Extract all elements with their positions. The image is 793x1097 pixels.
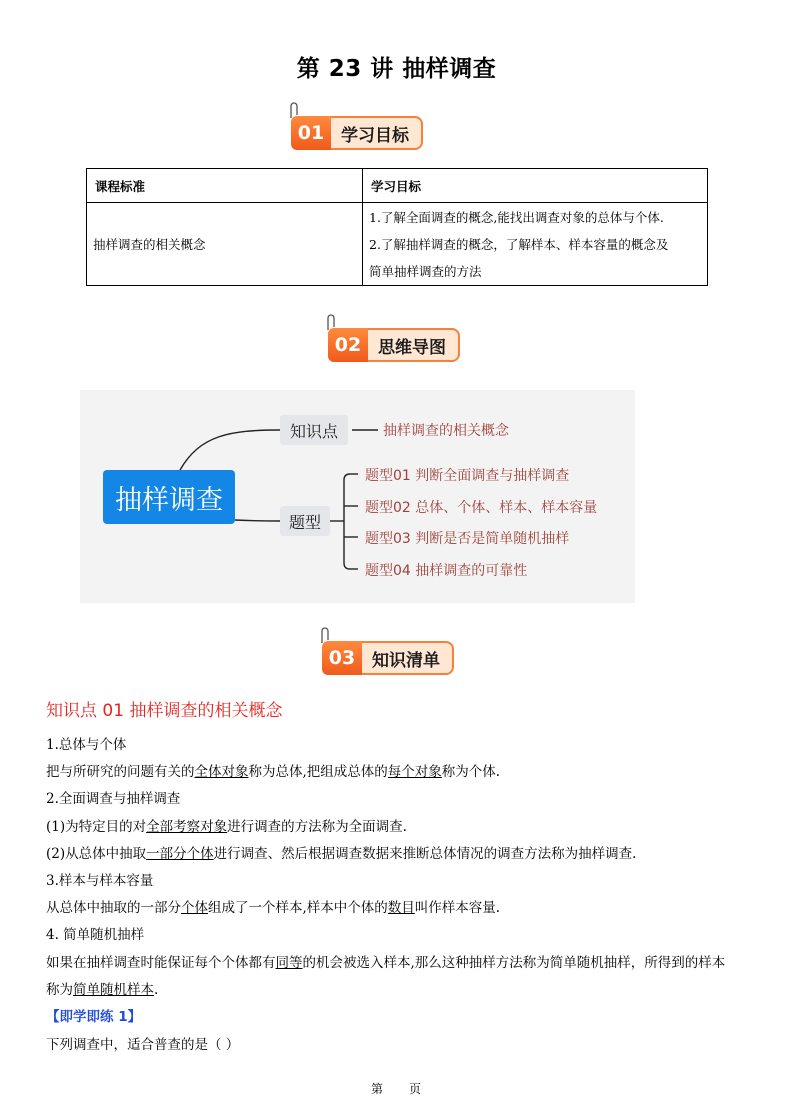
paragraph: 称为简单随机样本. (46, 982, 159, 998)
badge-number: 02 (328, 328, 368, 362)
table-header-goals: 学习目标 (363, 169, 708, 203)
question-text: 下列调查中，适合普查的是（ ） (46, 1037, 240, 1053)
paperclip-icon (287, 102, 301, 120)
knowledge-heading: 知识点 01 抽样调查的相关概念 (46, 701, 283, 721)
practice-label: 【即学即练 1】 (46, 1009, 142, 1025)
badge-label: 思维导图 (368, 328, 460, 362)
paragraph: 从总体中抽取的一部分个体组成了一个样本,样本中个体的数目叫作样本容量. (46, 900, 501, 916)
badge-label: 知识清单 (362, 641, 454, 675)
goal-line: 简单抽样调查的方法 (369, 263, 482, 279)
keyword: 一部分个体 (146, 846, 214, 862)
keyword: 同等 (275, 955, 303, 971)
mindmap-leaf: 题型04 抽样调查的可靠性 (365, 563, 528, 579)
footer-page-suffix: 页 (409, 1082, 422, 1096)
badge-number: 01 (291, 116, 331, 150)
keyword: 全部考察对象 (146, 819, 228, 835)
mind-map (80, 390, 635, 603)
section-badge-mindmap (328, 328, 460, 362)
page-title: 第 23 讲 抽样调查 (296, 56, 497, 82)
paragraph: 如果在抽样调查时能保证每个个体都有同等的机会被选入样本,那么这种抽样方法称为简单随机抽样，所得到的样本 (46, 955, 726, 971)
mindmap-node-types: 题型 (280, 506, 330, 536)
mindmap-node-knowledge: 知识点 (280, 415, 348, 445)
paragraph: (1)为特定目的对全部考察对象进行调查的方法称为全面调查. (46, 819, 407, 835)
footer-page-prefix: 第 (371, 1082, 384, 1096)
badge-number: 03 (322, 641, 362, 675)
section-badge-knowledge (322, 641, 454, 675)
section-title: 2.全面调查与抽样调查 (46, 791, 181, 807)
section-title: 4. 简单随机抽样 (46, 927, 145, 943)
goals-table (86, 168, 708, 286)
section-title: 3.样本与样本容量 (46, 873, 154, 889)
keyword: 数目 (387, 900, 415, 916)
keyword: 全体对象 (194, 764, 249, 780)
goal-line: 2.了解抽样调查的概念，了解样本、样本容量的概念及 (369, 236, 669, 252)
mindmap-leaf: 题型03 判断是否是简单随机抽样 (365, 531, 570, 547)
paragraph: (2)从总体中抽取一部分个体进行调查、然后根据调查数据来推断总体情况的调查方法称为抽样调查. (46, 846, 637, 862)
paperclip-icon (324, 314, 338, 332)
section-badge-goals (291, 116, 423, 150)
mindmap-leaf: 题型01 判断全面调查与抽样调查 (365, 468, 570, 484)
keyword: 简单随机样本 (73, 982, 154, 998)
badge-label: 学习目标 (331, 116, 423, 150)
table-cell-standard: 抽样调查的相关概念 (87, 203, 363, 286)
mindmap-leaf: 题型02 总体、个体、样本、样本容量 (365, 500, 598, 516)
keyword: 每个对象 (387, 764, 442, 780)
mindmap-root: 抽样调查 (103, 470, 235, 524)
paragraph: 把与所研究的问题有关的全体对象称为总体,把组成总体的每个对象称为个体. (46, 764, 501, 780)
goal-line: 1.了解全面调查的概念,能找出调查对象的总体与个体. (369, 209, 664, 225)
table-cell-goals (363, 203, 708, 286)
paperclip-icon (318, 627, 332, 645)
section-title: 1.总体与个体 (46, 737, 127, 753)
keyword: 个体 (181, 900, 208, 916)
mindmap-leaf: 抽样调查的相关概念 (383, 423, 509, 439)
table-header-standard: 课程标准 (87, 169, 363, 203)
